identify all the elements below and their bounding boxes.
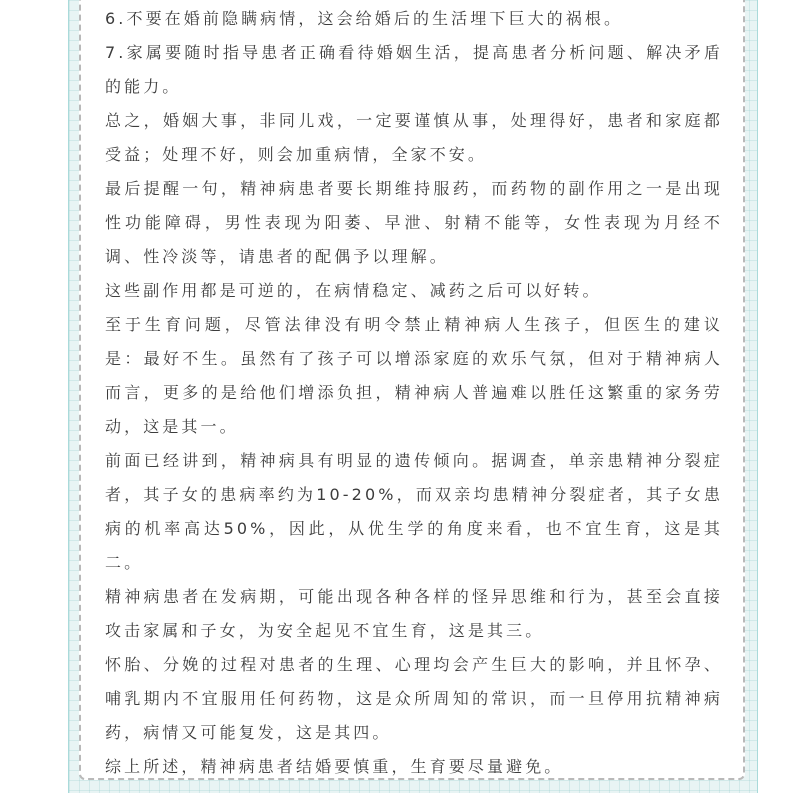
page-frame — [68, 0, 758, 793]
paragraph-7: 7.家属要随时指导患者正确看待婚姻生活，提高患者分析问题、解决矛盾的能力。 — [105, 43, 723, 96]
paragraph-conclusion: 综上所述，精神病患者结婚要慎重，生育要尽量避免。 — [105, 757, 564, 776]
paragraph-medication-reminder: 最后提醒一句，精神病患者要长期维持服药，而药物的副作用之一是出现性功能障碍，男性表现为阳萎、早泄、射精不能等，女性表现为月经不调、性冷淡等，请患者的配偶予以理解。 — [105, 179, 723, 266]
paragraph-fertility-reason-3: 精神病患者在发病期，可能出现各种各样的怪异思维和行为，甚至会直接攻击家属和子女，为安全起见不宜生育，这是其三。 — [105, 587, 723, 640]
paragraph-fertility-reason-2: 前面已经讲到，精神病具有明显的遗传倾向。据调查，单亲患精神分裂症者，其子女的患病率约为10-20%，而双亲均患精神分裂症者，其子女患病的机率高达50%，因此，从优生学的角度来看，也不宜生育，这是其二。 — [105, 451, 723, 572]
paragraph-summary: 总之，婚姻大事，非同儿戏，一定要谨慎从事，处理得好，患者和家庭都受益；处理不好，则会加重病情，全家不安。 — [105, 111, 723, 164]
article-card — [79, 0, 745, 780]
paragraph-fertility-reason-4: 怀胎、分娩的过程对患者的生理、心理均会产生巨大的影响，并且怀孕、哺乳期内不宜服用任何药物，这是众所周知的常识，而一旦停用抗精神病药，病情又可能复发，这是其四。 — [105, 655, 723, 742]
paragraph-fertility-reason-1: 至于生育问题，尽管法律没有明令禁止精神病人生孩子，但医生的建议是：最好不生。虽然有了孩子可以增添家庭的欢乐气氛，但对于精神病人而言，更多的是给他们增添负担，精神病人普遍难以胜任这繁重的家务劳动，这是其一。 — [105, 315, 723, 436]
paragraph-6: 6.不要在婚前隐瞒病情，这会给婚后的生活埋下巨大的祸根。 — [105, 9, 624, 28]
paragraph-side-effects: 这些副作用都是可逆的，在病情稳定、减药之后可以好转。 — [105, 281, 602, 300]
